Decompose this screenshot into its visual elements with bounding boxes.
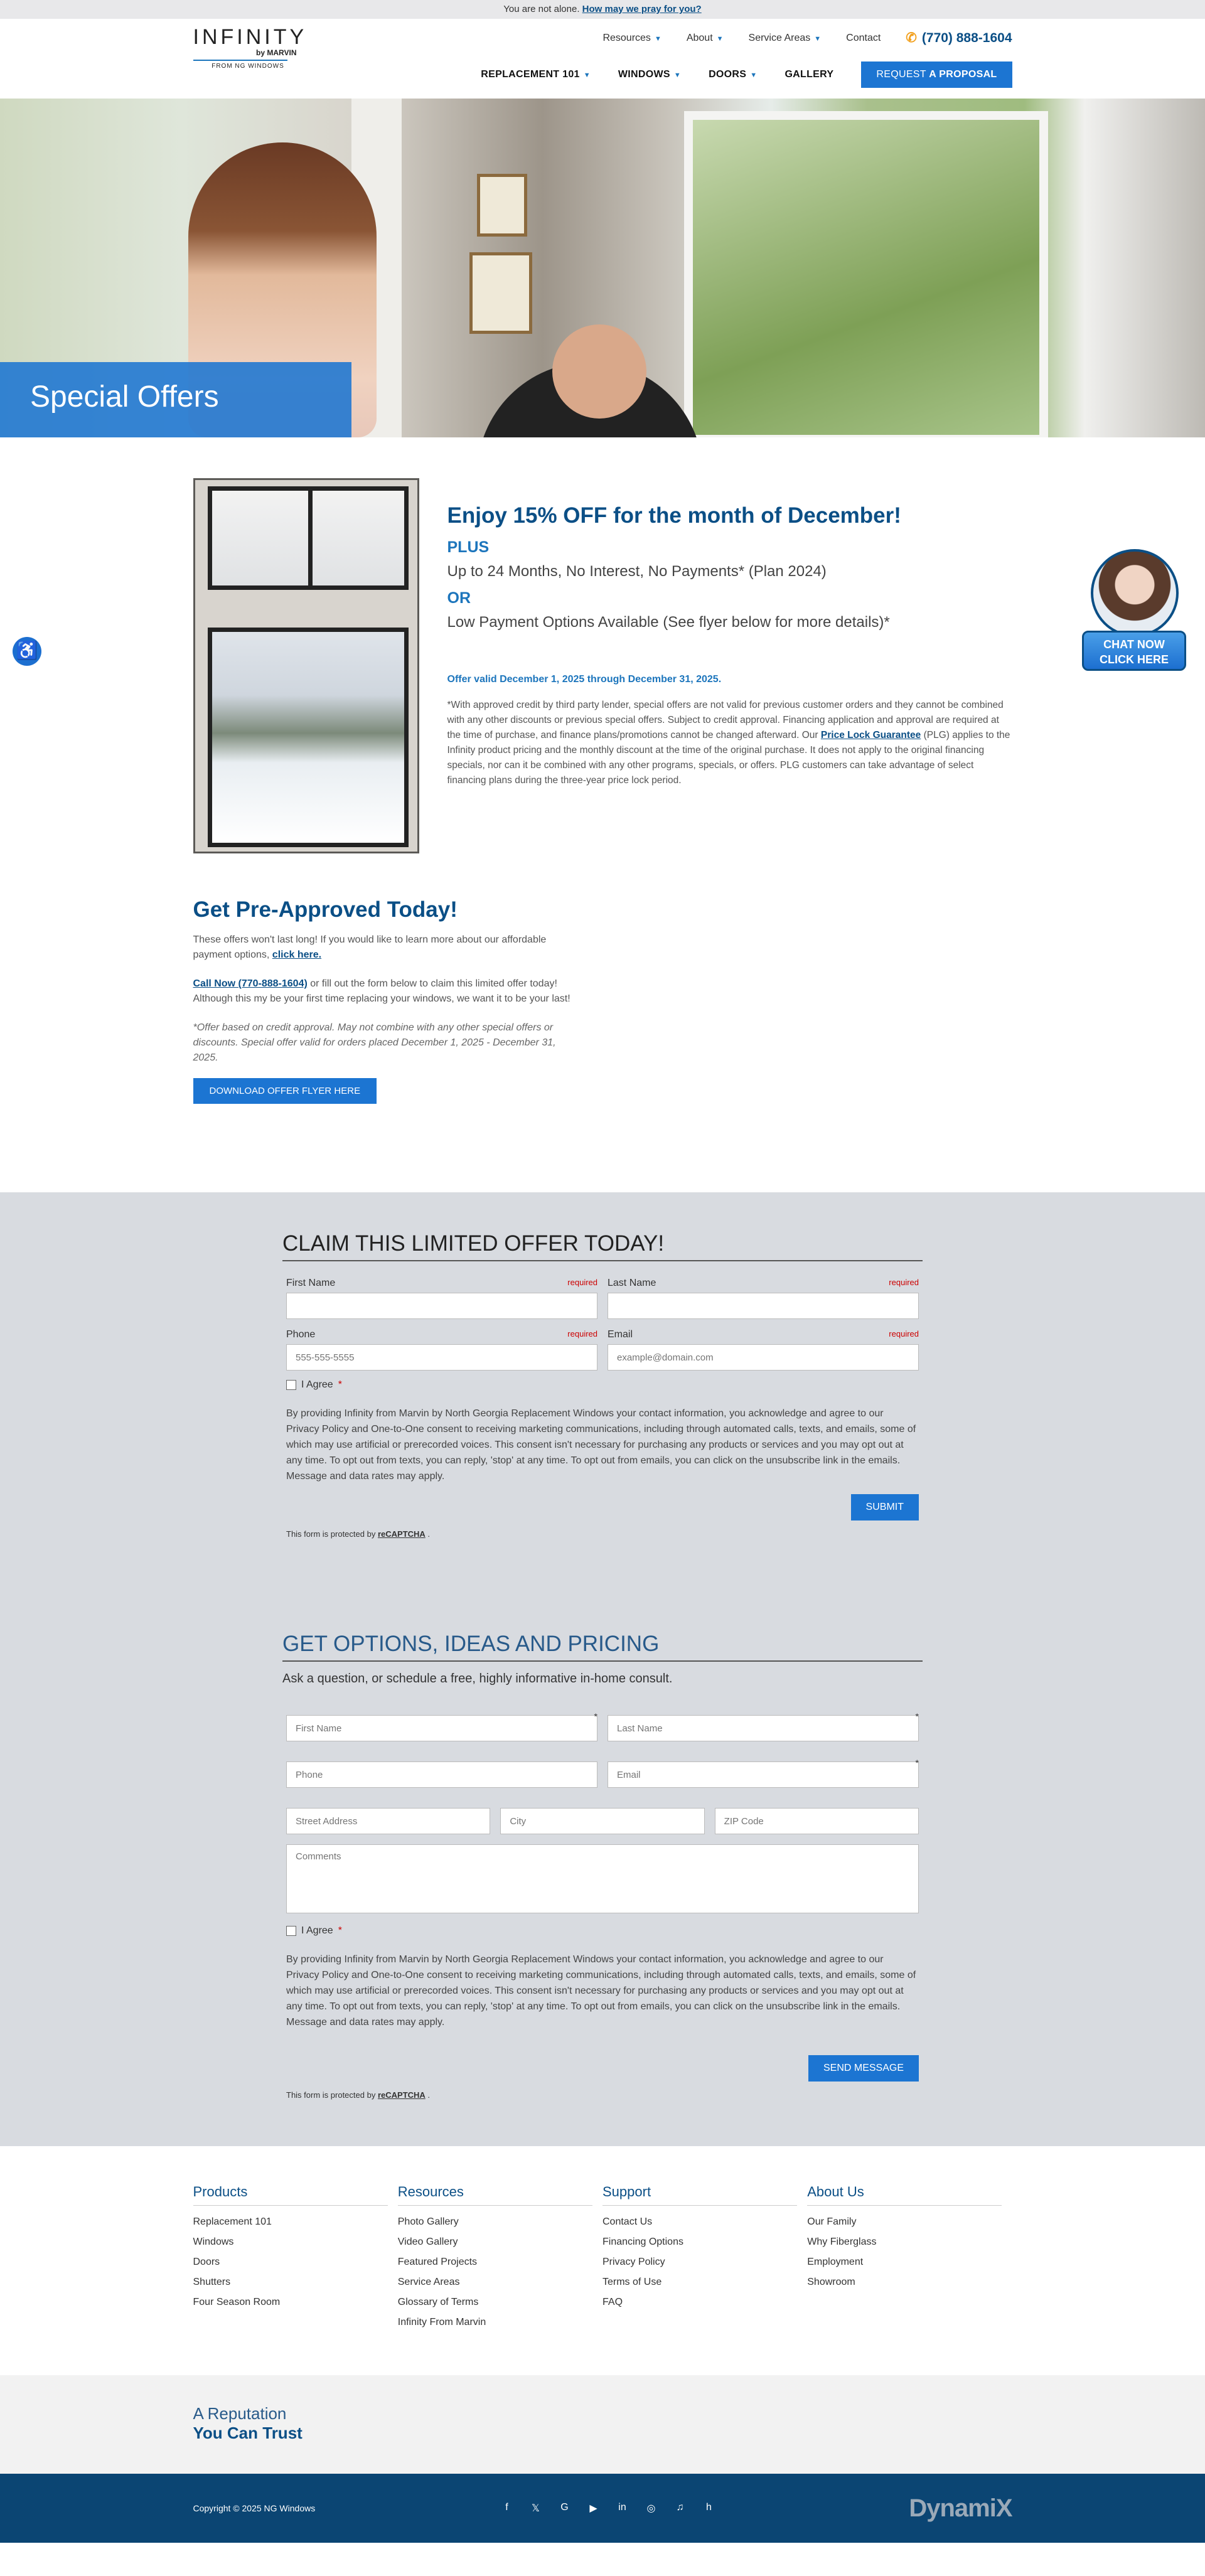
email-label [608, 1329, 919, 1340]
chat-now-button[interactable] [1082, 631, 1186, 671]
required-asterisk: * [594, 1711, 597, 1721]
offer-or: OR [447, 589, 471, 607]
consent-text: By providing Infinity from Marvin by North Georgia Replacement Windows your contact information, you acknowledge and agree to our Privacy Policy and One-to-One consent to receiving marketing communications, including through automated calls, texts, and emails, some of which may use artificial or prerecorded voices. This consent isn't necessary for purchasing any products or services and you may opt out at any time. To opt out from texts, you can reply, 'stop' at any time. To opt out from emails, you can click on the unsubscribe link in the emails. Message and data rates may apply. [286, 1954, 916, 2028]
page-title: Special Offers [0, 362, 351, 437]
footer-col-support [602, 2184, 807, 2333]
send-message-button[interactable]: SEND MESSAGE [808, 2055, 919, 2082]
main-nav [481, 61, 1012, 88]
nav-doors[interactable] [709, 69, 757, 80]
utility-nav [602, 30, 1012, 46]
site-header [0, 19, 1205, 99]
first-name-input[interactable] [286, 1293, 597, 1319]
offer-headline: Enjoy 15% OFF for the month of December! [447, 503, 901, 528]
options-form-title: GET OPTIONS, IDEAS AND PRICING [282, 1632, 923, 1662]
nav-about-label: About [686, 32, 713, 43]
required-tag: required [567, 1278, 597, 1287]
x-icon[interactable]: 𝕏 [532, 2503, 540, 2514]
youtube-icon[interactable]: ▶ [589, 2503, 597, 2514]
last-name-label [608, 1278, 919, 1289]
zip-code-input[interactable] [715, 1808, 919, 1834]
fine-print-b: (PLG) applies to the Infinity product pricing and the monthly discount at the time of the original purchase. It does not apply to the original financing specials, nor can it be combined with any other programs, specials, or offers. PLG customers can take advantage of select financing plans during the three-year price lock period. [447, 730, 1010, 786]
footer-link[interactable]: Our Family [807, 2216, 857, 2227]
site-logo[interactable] [193, 25, 308, 70]
window-lower-pane [208, 628, 409, 847]
instagram-icon[interactable]: ◎ [646, 2503, 656, 2514]
required-asterisk: * [338, 1379, 342, 1390]
offer-line-financing: Up to 24 Months, No Interest, No Payments* (Plan 2024) [447, 563, 827, 580]
announcement-text: You are not alone. [503, 4, 580, 14]
logo-marvin: by MARVIN [256, 48, 297, 57]
footer-link[interactable]: Infinity From Marvin [397, 2317, 486, 2327]
required-asterisk: * [915, 1758, 919, 1768]
footer-col-products [193, 2184, 398, 2333]
footer-link[interactable]: FAQ [602, 2297, 623, 2307]
download-flyer-button[interactable]: DOWNLOAD OFFER FLYER HERE [193, 1078, 377, 1104]
required-asterisk: * [915, 1711, 919, 1721]
header-phone-number: (770) 888-1604 [921, 31, 1012, 45]
footer-link[interactable]: Privacy Policy [602, 2257, 665, 2267]
preapproved-text [193, 933, 582, 963]
claim-offer-form [282, 1231, 923, 1539]
email-label-text: Email [608, 1329, 633, 1340]
footer-link[interactable]: Contact Us [602, 2216, 653, 2227]
reputation-line-2: You Can Trust [193, 2424, 303, 2442]
agree-label: I Agree [301, 1379, 333, 1390]
request-proposal-button[interactable] [861, 61, 1012, 88]
last-name-input[interactable] [608, 1715, 919, 1741]
agree-label: I Agree [301, 1925, 333, 1936]
consent-text: By providing Infinity from Marvin by North Georgia Replacement Windows your contact information, you acknowledge and agree to our Privacy Policy and One-to-One consent to receiving marketing communications, including through automated calls, texts, and emails, some of which may use artificial or prerecorded voices. This consent isn't necessary for purchasing any products or services and you may opt out at any time. To opt out from texts, you can reply, 'stop' at any time. To opt out from emails, you can click on the unsubscribe link in the emails. Message and data rates may apply. [286, 1408, 916, 1482]
forms-section [0, 1192, 1205, 2146]
submit-button[interactable]: SUBMIT [851, 1494, 919, 1520]
offer-details [447, 503, 1012, 788]
hero-wall-frame [477, 174, 527, 237]
preapproved-title: Get Pre-Approved Today! [193, 897, 458, 922]
accessibility-icon[interactable]: ♿ [13, 637, 41, 666]
hero-banner [0, 99, 1205, 437]
copyright-bar [0, 2474, 1205, 2543]
facebook-icon[interactable]: f [505, 2502, 508, 2513]
comments-textarea[interactable] [286, 1844, 919, 1913]
logo-wordmark: INFINITY [193, 25, 308, 49]
chat-avatar [1091, 549, 1179, 637]
city-input[interactable] [500, 1808, 704, 1834]
footer-link[interactable]: Showroom [807, 2277, 855, 2287]
offer-valid-dates: Offer valid December 1, 2025 through December 31, 2025. [447, 674, 722, 685]
footer-link[interactable]: Terms of Use [602, 2277, 662, 2287]
agree-checkbox[interactable] [286, 1380, 296, 1390]
call-now-text [193, 976, 582, 1007]
footer-link[interactable]: Doors [193, 2257, 220, 2267]
agree-checkbox[interactable] [286, 1926, 296, 1936]
footer-link[interactable]: Four Season Room [193, 2297, 281, 2307]
footer-heading: Support [602, 2184, 797, 2206]
preapproved-section [0, 897, 1205, 1192]
options-form [282, 1632, 923, 2100]
chevron-down-icon: ▼ [750, 72, 758, 79]
call-now-rest: or fill out the form below to claim this limited offer today! Although this my be your first time replacing your windows, we want it to be your last! [193, 978, 570, 1004]
required-tag: required [567, 1329, 597, 1339]
phone-label [286, 1329, 597, 1340]
chevron-down-icon: ▼ [654, 35, 661, 43]
footer-links [0, 2146, 1205, 2375]
reputation-band [0, 2375, 1205, 2474]
phone-input[interactable] [286, 1344, 597, 1371]
dynamix-logo[interactable]: DynamiX [909, 2494, 1012, 2522]
last-name-label-text: Last Name [608, 1278, 656, 1288]
street-address-input[interactable] [286, 1808, 490, 1834]
nav-doors-label: DOORS [709, 69, 747, 80]
pray-link[interactable]: How may we pray for you? [582, 4, 702, 14]
fine-print-a: *With approved credit by third party lender, special offers are not valid for previous customer orders and they cannot be combined with any other discounts or previous special offers. Subject to credit approval. Financing application and approval are required at the time of purchase, and finance plans/promotions cannot be changed afterward. Our [447, 700, 1004, 740]
nav-windows[interactable] [618, 69, 681, 80]
hero-window [684, 111, 1048, 437]
houzz-icon[interactable]: h [706, 2502, 712, 2513]
email-input[interactable] [608, 1761, 919, 1788]
chat-widget[interactable] [1082, 549, 1186, 671]
nav-service-areas[interactable] [749, 33, 822, 44]
phone-input[interactable] [286, 1761, 597, 1788]
email-input[interactable] [608, 1344, 919, 1371]
required-asterisk: * [338, 1925, 342, 1936]
chevron-down-icon: ▼ [583, 72, 591, 79]
nav-resources[interactable] [602, 33, 661, 44]
price-lock-link[interactable]: Price Lock Guarantee [820, 730, 921, 740]
window-upper-pane [208, 486, 409, 590]
footer-link[interactable]: Video Gallery [397, 2237, 458, 2247]
chevron-down-icon: ▼ [814, 35, 822, 43]
tiktok-icon[interactable]: ♫ [676, 2502, 684, 2513]
nav-contact[interactable]: Contact [846, 32, 881, 43]
logo-ng-windows: FROM NG WINDOWS [212, 63, 284, 70]
phone-icon: ✆ [906, 31, 917, 45]
offer-fine-print [447, 698, 1012, 788]
offer-window-image [193, 478, 419, 853]
footer-heading: Products [193, 2184, 388, 2206]
logo-rule [193, 60, 287, 61]
first-name-label [286, 1278, 597, 1289]
recaptcha-notice: This form is protected by reCAPTCHA . [286, 2090, 431, 2100]
offer-plus: PLUS [447, 538, 490, 556]
required-tag: required [889, 1329, 919, 1339]
offer-line-low-payment: Low Payment Options Available (See flyer below for more details)* [447, 614, 890, 631]
nav-about[interactable] [687, 33, 724, 44]
last-name-input[interactable] [608, 1293, 919, 1319]
nav-gallery[interactable]: GALLERY [785, 69, 834, 80]
phone-label-text: Phone [286, 1329, 316, 1340]
footer-link[interactable]: Replacement 101 [193, 2216, 272, 2227]
footer-link[interactable]: Employment [807, 2257, 864, 2267]
linkedin-icon[interactable]: in [618, 2502, 626, 2513]
agree-row [286, 1925, 919, 1937]
required-tag: required [889, 1278, 919, 1287]
nav-resources-label: Resources [602, 32, 651, 43]
hero-wall-frame [469, 252, 532, 334]
nav-replacement-101[interactable] [481, 69, 591, 80]
social-links [501, 2502, 715, 2515]
protect-text: This form is protected by [286, 1529, 376, 1539]
offers-section [0, 437, 1205, 897]
footer-link[interactable]: Why Fiberglass [807, 2237, 877, 2247]
header-phone-link[interactable] [906, 30, 1012, 46]
chevron-down-icon: ▼ [673, 72, 682, 79]
call-now-link[interactable]: Call Now (770-888-1604) [193, 978, 308, 989]
proposal-label-b: A PROPOSAL [929, 69, 997, 80]
footer-heading: About Us [807, 2184, 1002, 2206]
top-announcement-bar [0, 0, 1205, 19]
google-icon[interactable]: G [560, 2502, 569, 2513]
options-form-subtitle: Ask a question, or schedule a free, highly informative in-home consult. [282, 1672, 673, 1686]
credit-disclaimer: *Offer based on credit approval. May not combine with any other special offers or discounts. Special offer valid for orders placed December 1, 2025 - December 31, 2025. [193, 1022, 556, 1063]
chat-line-2: CLICK HERE [1099, 653, 1169, 666]
hero-man-head [552, 324, 646, 419]
click-here-link[interactable]: click here. [272, 949, 322, 960]
first-name-input[interactable] [286, 1715, 597, 1741]
preapproved-p1: These offers won't last long! If you would like to learn more about our affordable payment options, [193, 934, 547, 960]
recaptcha-link[interactable]: reCAPTCHA [377, 1529, 426, 1539]
footer-link[interactable]: Windows [193, 2237, 234, 2247]
agree-row [286, 1379, 919, 1391]
copyright-text: Copyright © 2025 NG Windows [193, 2503, 316, 2513]
nav-replacement-label: REPLACEMENT 101 [481, 69, 580, 80]
footer-link[interactable]: Featured Projects [397, 2257, 478, 2267]
proposal-label-a: REQUEST [876, 69, 926, 80]
first-name-label-text: First Name [286, 1278, 336, 1288]
footer-col-resources [398, 2184, 602, 2333]
footer-link[interactable]: Glossary of Terms [397, 2297, 479, 2307]
footer-col-about [807, 2184, 1012, 2333]
nav-service-areas-label: Service Areas [748, 32, 811, 43]
claim-form-title: CLAIM THIS LIMITED OFFER TODAY! [282, 1231, 923, 1261]
reputation-line-1: A Reputation [193, 2404, 287, 2423]
footer-link[interactable]: Service Areas [397, 2277, 460, 2287]
recaptcha-notice: This form is protected by reCAPTCHA . [286, 1529, 431, 1539]
protect-text: This form is protected by [286, 2090, 376, 2100]
recaptcha-link[interactable]: reCAPTCHA [377, 2090, 426, 2100]
chevron-down-icon: ▼ [716, 35, 724, 43]
nav-windows-label: WINDOWS [618, 69, 670, 80]
footer-link[interactable]: Shutters [193, 2277, 231, 2287]
footer-heading: Resources [398, 2184, 592, 2206]
chat-line-1: CHAT NOW [1103, 638, 1165, 651]
footer-link[interactable]: Photo Gallery [397, 2216, 459, 2227]
footer-link[interactable]: Financing Options [602, 2237, 683, 2247]
